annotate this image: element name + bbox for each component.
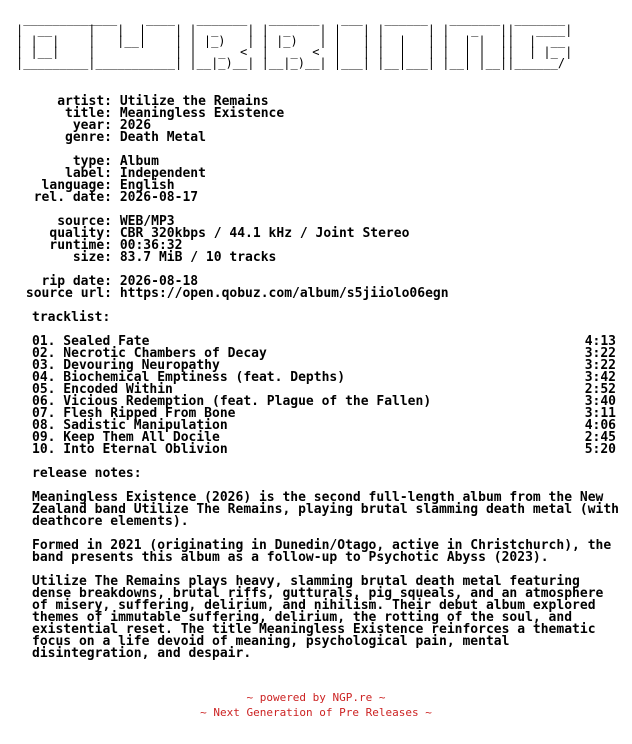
notes-paragraph: Utilize The Remains plays heavy, slamming brutal death metal featuring dense breakdowns, brutal riffs, gutturals, pig squeals, and an atmosphere of misery, suffering, delirium, and nihilism. Their debut album explored themes of immutable suffering, delirium, the rotting of the soul, and existential reset. The title Meaningless Existence reinforces a thematic focus on a life devoid of meaning, psychological pain, mental disintegration, and despair. xyxy=(32,574,604,661)
logo-line: _____________ ____ _______ _______ ___ ______ _______ _______ xyxy=(16,14,573,26)
track-title: 08. Sadistic Manipulation xyxy=(32,418,228,433)
field-key: year: xyxy=(72,118,112,133)
logo-line: |_________|___________| |__|_)__| |__|_)__| |___| |__|___| |__| |__||______/ xyxy=(16,56,573,70)
track-duration: 3:22 xyxy=(584,358,616,373)
field-value: WEB/MP3 xyxy=(119,214,175,229)
field-value: 2026-08-17 xyxy=(119,190,199,205)
field-key: source: xyxy=(57,214,112,229)
field-value: Death Metal xyxy=(119,130,206,145)
field-value: Album xyxy=(119,154,159,169)
field-value: CBR 320kbps / 44.1 kHz / Joint Stereo xyxy=(119,226,410,241)
track-title: 09. Keep Them All Docile xyxy=(32,430,220,445)
notes-paragraph: Meaningless Existence (2026) is the second full-length album from the New Zealand band Utilize The Remains, playing brutal slamming death metal (with deathcore elements). xyxy=(32,490,619,529)
release-info xyxy=(16,96,622,660)
track-duration: 3:11 xyxy=(584,406,616,421)
info-row xyxy=(16,288,622,300)
track-title: 05. Encoded Within xyxy=(32,382,173,397)
field-value: 00:36:32 xyxy=(119,238,183,253)
info-row xyxy=(16,252,622,264)
track-duration: 3:40 xyxy=(584,394,616,409)
logo-line: | |__| | | | _ < | _ < | | | | | | | | || | |_ | xyxy=(16,45,573,59)
track-duration: 3:22 xyxy=(584,346,616,361)
field-key: source url: xyxy=(25,286,112,301)
field-key: language: xyxy=(41,178,112,193)
source-url-link[interactable]: https://open.qobuz.com/album/s5jiiolo06egn xyxy=(119,286,449,301)
field-value: English xyxy=(119,178,175,193)
track-duration: 3:42 xyxy=(584,370,616,385)
track-title: 03. Devouring Neuropathy xyxy=(32,358,220,373)
field-key: artist: xyxy=(57,94,112,109)
field-key: size: xyxy=(72,250,112,265)
track-duration: 2:52 xyxy=(584,382,616,397)
field-key: quality: xyxy=(49,226,112,241)
logo-line: | | | | |__| | | |_) | | |_) | | | | | | | | | || | __ xyxy=(16,34,573,48)
field-key: rip date: xyxy=(41,274,112,289)
field-value: Meaningless Existence xyxy=(119,106,285,121)
track-title: 01. Sealed Fate xyxy=(32,334,150,349)
field-value: Utilize the Remains xyxy=(119,94,269,109)
field-value: Independent xyxy=(119,166,206,181)
nfo-document xyxy=(16,14,622,672)
tracklist xyxy=(16,336,622,456)
track-title: 10. Into Eternal Oblivion xyxy=(32,442,228,457)
footer xyxy=(0,690,632,720)
logo-line: | __ | | | | | _ | | _ | | | | | | _ || ____| xyxy=(16,23,573,37)
track-row xyxy=(16,444,622,456)
track-title: 06. Vicious Redemption (feat. Plague of the Fallen) xyxy=(32,394,432,409)
field-key: rel. date: xyxy=(33,190,112,205)
release-notes xyxy=(16,492,622,660)
track-duration: 5:20 xyxy=(584,442,616,457)
tracklist-heading: tracklist: xyxy=(32,310,111,325)
info-row xyxy=(16,132,622,144)
field-value: 2026 xyxy=(119,118,152,133)
powered-by-link[interactable]: ~ powered by NGP.re ~ xyxy=(246,691,386,704)
track-duration: 2:45 xyxy=(584,430,616,445)
footer-tagline: ~ Next Generation of Pre Releases ~ xyxy=(200,706,432,719)
field-key: genre: xyxy=(65,130,112,145)
field-key: runtime: xyxy=(49,238,112,253)
track-title: 02. Necrotic Chambers of Decay xyxy=(32,346,267,361)
field-value: 83.7 MiB / 10 tracks xyxy=(119,250,277,265)
track-title: 04. Biochemical Emptiness (feat. Depths) xyxy=(32,370,346,385)
track-duration: 4:13 xyxy=(584,334,616,349)
field-value: 2026-08-18 xyxy=(119,274,199,289)
track-duration: 4:06 xyxy=(584,418,616,433)
track-title: 07. Flesh Ripped From Bone xyxy=(32,406,236,421)
notes-paragraph: Formed in 2021 (originating in Dunedin/Otago, active in Christchurch), the band presents this album as a follow-up to Psychotic Abyss (2023). xyxy=(32,538,612,565)
field-key: type: xyxy=(72,154,112,169)
field-key: title: xyxy=(65,106,112,121)
field-key: label: xyxy=(65,166,112,181)
info-row xyxy=(16,192,622,204)
ascii-logo xyxy=(16,14,622,90)
release-notes-heading: release notes: xyxy=(32,466,142,481)
